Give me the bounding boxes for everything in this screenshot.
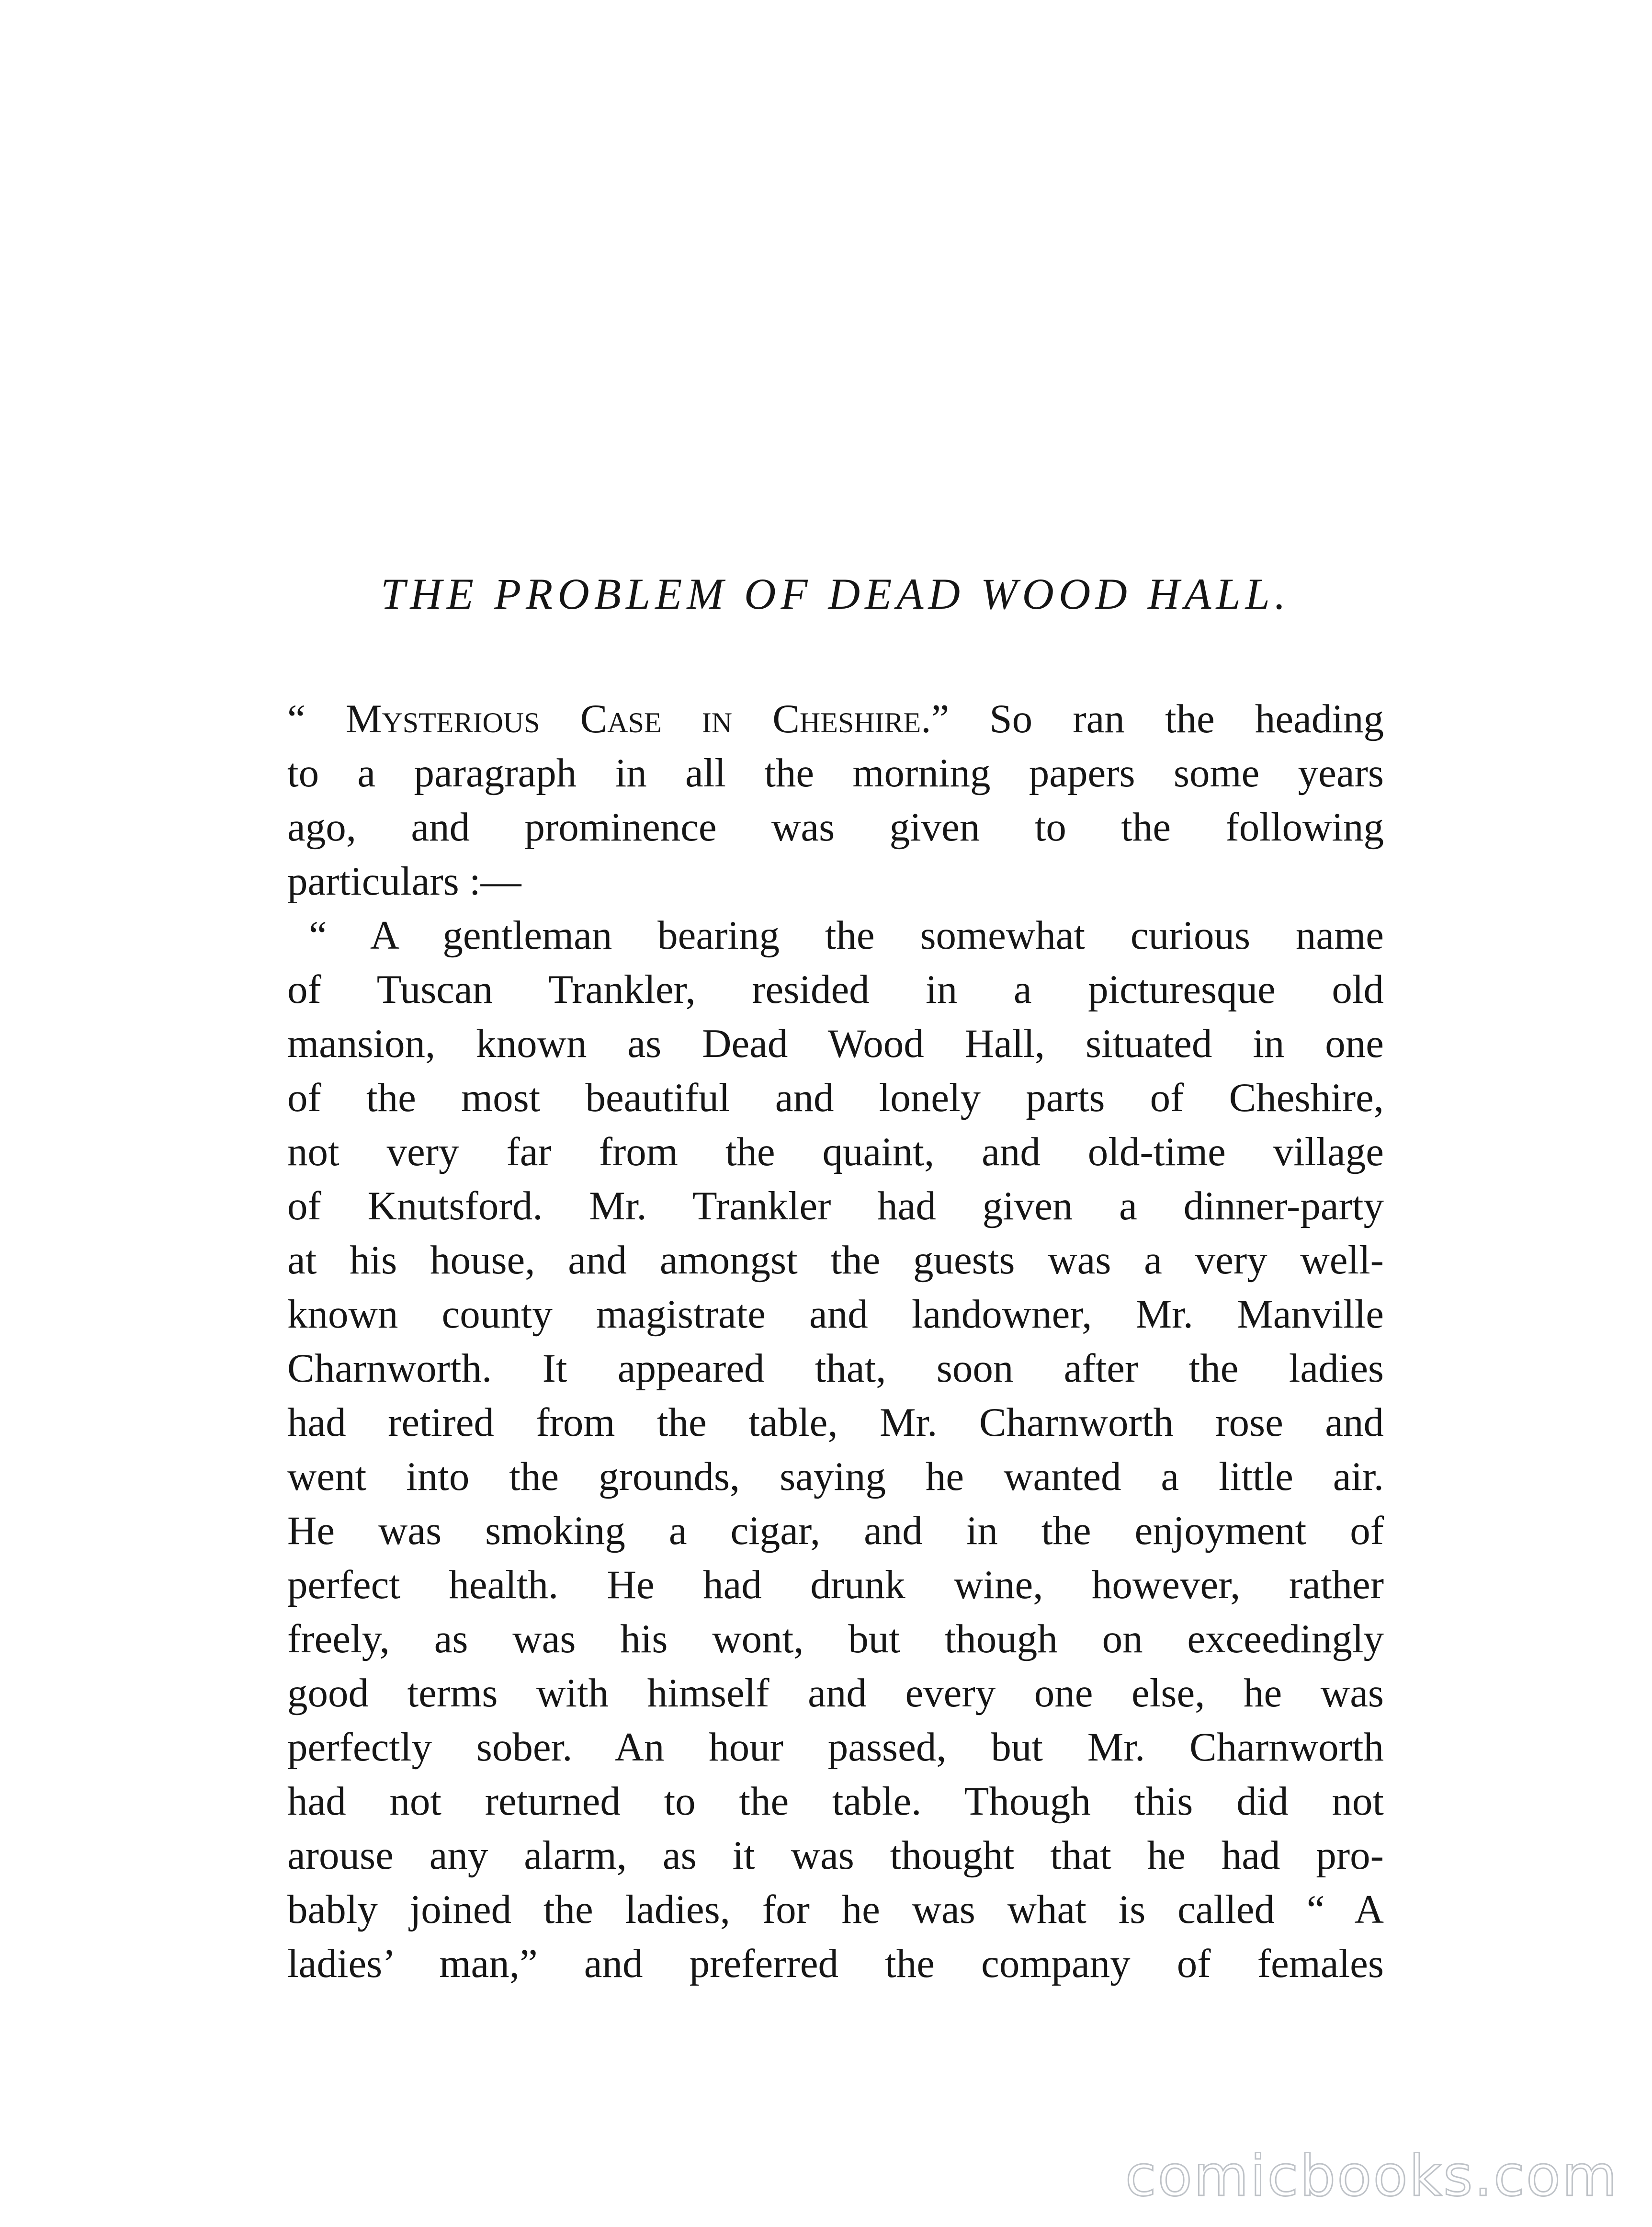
text-line: went into the grounds, saying he wanted a little air. [287, 1454, 1384, 1499]
text-line: known county magistrate and landowner, Mr. Manville [287, 1292, 1384, 1337]
text-line: to a paragraph in all the morning papers some years [287, 750, 1384, 795]
text-line: mansion, known as Dead Wood Hall, situated in one [287, 1021, 1384, 1066]
body-text [287, 692, 1384, 1991]
text-line [287, 692, 1384, 746]
text-line: had retired from the table, Mr. Charnworth rose and [287, 1400, 1384, 1445]
text-line: ago, and prominence was given to the following [287, 805, 1384, 850]
text-line: good terms with himself and every one else, he was [287, 1670, 1384, 1716]
text-line: “ A gentleman bearing the somewhat curious name [309, 913, 1384, 958]
opening-heading-quote: “ Mysterious Case in Cheshire.” [287, 696, 950, 741]
text-line: not very far from the quaint, and old-time village [287, 1129, 1384, 1174]
text-line: of the most beautiful and lonely parts of Cheshire, [287, 1075, 1384, 1120]
text-line: freely, as was his wont, but though on exceedingly [287, 1616, 1384, 1661]
text-line: bably joined the ladies, for he was what is called “ A [287, 1887, 1384, 1932]
text-line: arouse any alarm, as it was thought that he had pro- [287, 1833, 1384, 1878]
text-line-fragment: So ran the heading [949, 696, 1384, 741]
watermark: comicbooks.com [1125, 2143, 1618, 2209]
text-line: ladies’ man,” and preferred the company of females [287, 1941, 1384, 1986]
text-line: at his house, and amongst the guests was a very well- [287, 1238, 1384, 1283]
text-line: He was smoking a cigar, and in the enjoyment of [287, 1508, 1384, 1553]
text-line: particulars :— [287, 859, 521, 904]
text-line: perfectly sober. An hour passed, but Mr. Charnworth [287, 1725, 1384, 1770]
text-line: Charnworth. It appeared that, soon after the ladies [287, 1346, 1384, 1391]
text-line: of Knutsford. Mr. Trankler had given a dinner-party [287, 1183, 1384, 1228]
chapter-title: THE PROBLEM OF DEAD WOOD HALL. [381, 569, 1290, 618]
text-line: of Tuscan Trankler, resided in a picturesque old [287, 967, 1384, 1012]
text-line: had not returned to the table. Though this did not [287, 1779, 1384, 1824]
text-line: perfect health. He had drunk wine, however, rather [287, 1562, 1384, 1607]
